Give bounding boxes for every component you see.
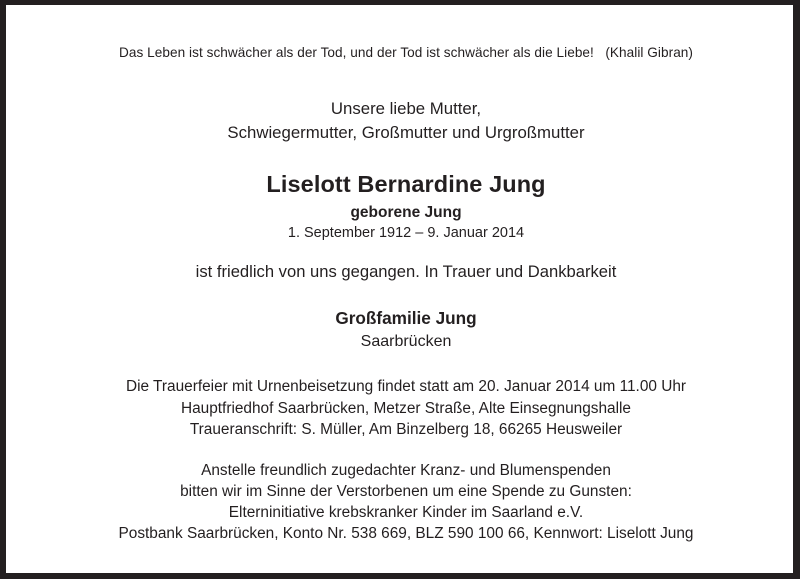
- mourners-city: Saarbrücken: [360, 333, 452, 350]
- quote-text: Das Leben ist schwächer als der Tod, und der Tod ist schwächer als die Liebe!: [119, 45, 594, 60]
- quote-line: [6, 46, 800, 60]
- mourners-name: Großfamilie Jung: [335, 308, 477, 328]
- donation-line-2: bitten wir im Sinne der Verstorbenen um eine Spende zu Gunsten:: [180, 483, 632, 500]
- quote-spacer: [594, 45, 605, 60]
- passing-text: ist friedlich von uns gegangen. In Trauer und Dankbarkeit: [195, 262, 617, 281]
- intro-line-2: Schwiegermutter, Großmutter und Urgroßmutter: [227, 123, 585, 142]
- ceremony-address: Traueranschrift: S. Müller, Am Binzelberg 18, 66265 Heusweiler: [189, 421, 623, 438]
- donation-recipient: Elterninitiative krebskranker Kinder im Saarland e.V.: [228, 504, 584, 521]
- ceremony-line-1: Die Trauerfeier mit Urnenbeisetzung findet statt am 20. Januar 2014 um 11.00 Uhr: [125, 378, 687, 395]
- ceremony-line-2: Hauptfriedhof Saarbrücken, Metzer Straße, Alte Einsegnungshalle: [180, 400, 631, 417]
- quote-author: (Khalil Gibran): [605, 45, 693, 60]
- deceased-maiden-name: geborene Jung: [350, 204, 462, 221]
- intro-line-1: Unsere liebe Mutter,: [330, 99, 482, 118]
- donation-bank-details: Postbank Saarbrücken, Konto Nr. 538 669, BLZ 590 100 66, Kennwort: Liselott Jung: [118, 525, 694, 542]
- deceased-name: Liselott Bernardine Jung: [266, 171, 546, 197]
- deceased-dates: 1. September 1912 – 9. Januar 2014: [287, 225, 525, 241]
- donation-line-1: Anstelle freundlich zugedachter Kranz- und Blumenspenden: [201, 462, 611, 479]
